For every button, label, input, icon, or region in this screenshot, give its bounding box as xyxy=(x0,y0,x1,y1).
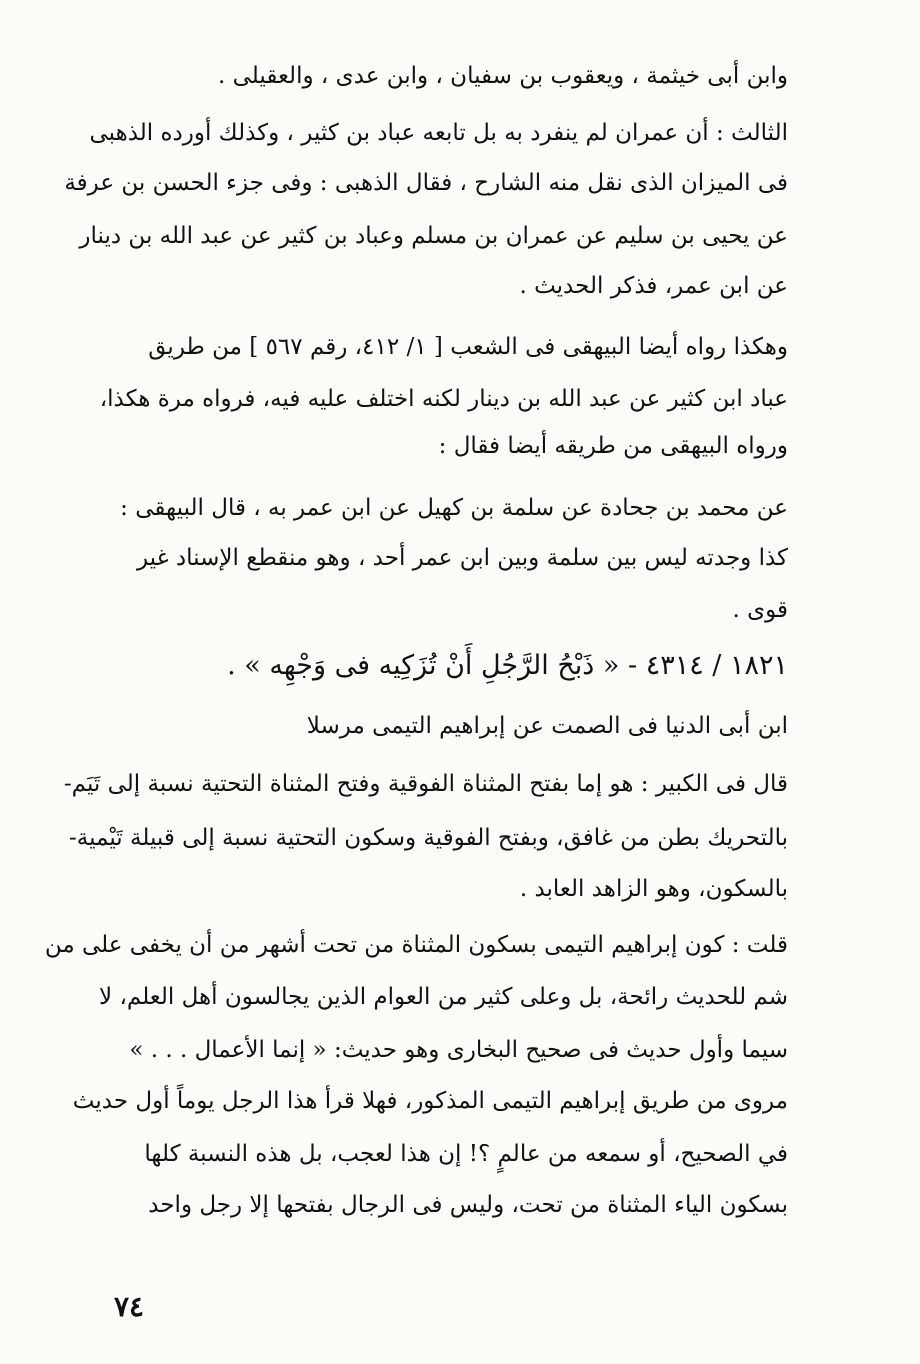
text-line: الثالث : أن عمران لم ينفرد به بل تابعه عباد بن كثير ، وكذلك أورده الذهبى xyxy=(89,120,788,146)
text-line: عباد ابن كثير عن عبد الله بن دينار لكنه اختلف عليه فيه، فرواه مرة هكذا، xyxy=(99,386,788,412)
text-line: مروى من طريق إبراهيم التيمى المذكور، فهلا قرأ هذا الرجل يوماً أول حديث xyxy=(72,1088,788,1114)
text-line: سيما وأول حديث فى صحيح البخارى وهو حديث: « إنما الأعمال . . . » xyxy=(129,1037,788,1063)
text-line: فى الميزان الذى نقل منه الشارح ، فقال الذهبى : وفى جزء الحسن بن عرفة xyxy=(64,170,788,196)
text-line: بالسكون، وهو الزاهد العابد . xyxy=(519,876,788,902)
text-line: قال فى الكبير : هو إما بفتح المثناة الفوقية وفتح المثناة التحتية نسبة إلى تَيَم- xyxy=(63,771,788,797)
text-line: وهكذا رواه أيضا البيهقى فى الشعب [ ١/ ٤١٢، رقم ٥٦٧ ] من طريق xyxy=(148,334,788,360)
text-line: قلت : كون إبراهيم التيمى بسكون المثناة من تحت أشهر من أن يخفى على من xyxy=(44,932,788,958)
text-line: بسكون الياء المثناة من تحت، وليس فى الرجال بفتحها إلا رجل واحد xyxy=(148,1192,788,1218)
hadith-heading: ١٨٢١ / ٤٣١٤ - « ذَبْحُ الرَّجُلِ أَنْ تُزَكِيه فى وَجْهِه » . xyxy=(227,650,788,681)
text-line: ابن أبى الدنيا فى الصمت عن إبراهيم التيمى مرسلا xyxy=(306,713,788,739)
text-line: عن يحيى بن سليم عن عمران بن مسلم وعباد بن كثير عن عبد الله بن دينار xyxy=(79,223,788,249)
text-line: قوى . xyxy=(732,597,788,623)
text-line: وابن أبى خيثمة ، ويعقوب بن سفيان ، وابن عدى ، والعقيلى . xyxy=(217,63,788,89)
text-line: عن ابن عمر، فذكر الحديث . xyxy=(519,273,788,299)
page-number: ٧٤ xyxy=(114,1290,145,1323)
text-line: كذا وجدته ليس بين سلمة وبين ابن عمر أحد ، وهو منقطع الإسناد غير xyxy=(136,545,788,571)
text-line: ورواه البيهقى من طريقه أيضا فقال : xyxy=(438,433,788,459)
text-line: في الصحيح، أو سمعه من عالمٍ ؟! إن هذا لعجب، بل هذه النسبة كلها xyxy=(144,1141,788,1167)
text-line: بالتحريك بطن من غافق، وبفتح الفوقية وسكون التحتية نسبة إلى قبيلة تَيْمية- xyxy=(69,825,788,851)
text-line: شم للحديث رائحة، بل وعلى كثير من العوام الذين يجالسون أهل العلم، لا xyxy=(99,984,788,1010)
text-line: عن محمد بن جحادة عن سلمة بن كهيل عن ابن عمر به ، قال البيهقى : xyxy=(120,495,788,521)
